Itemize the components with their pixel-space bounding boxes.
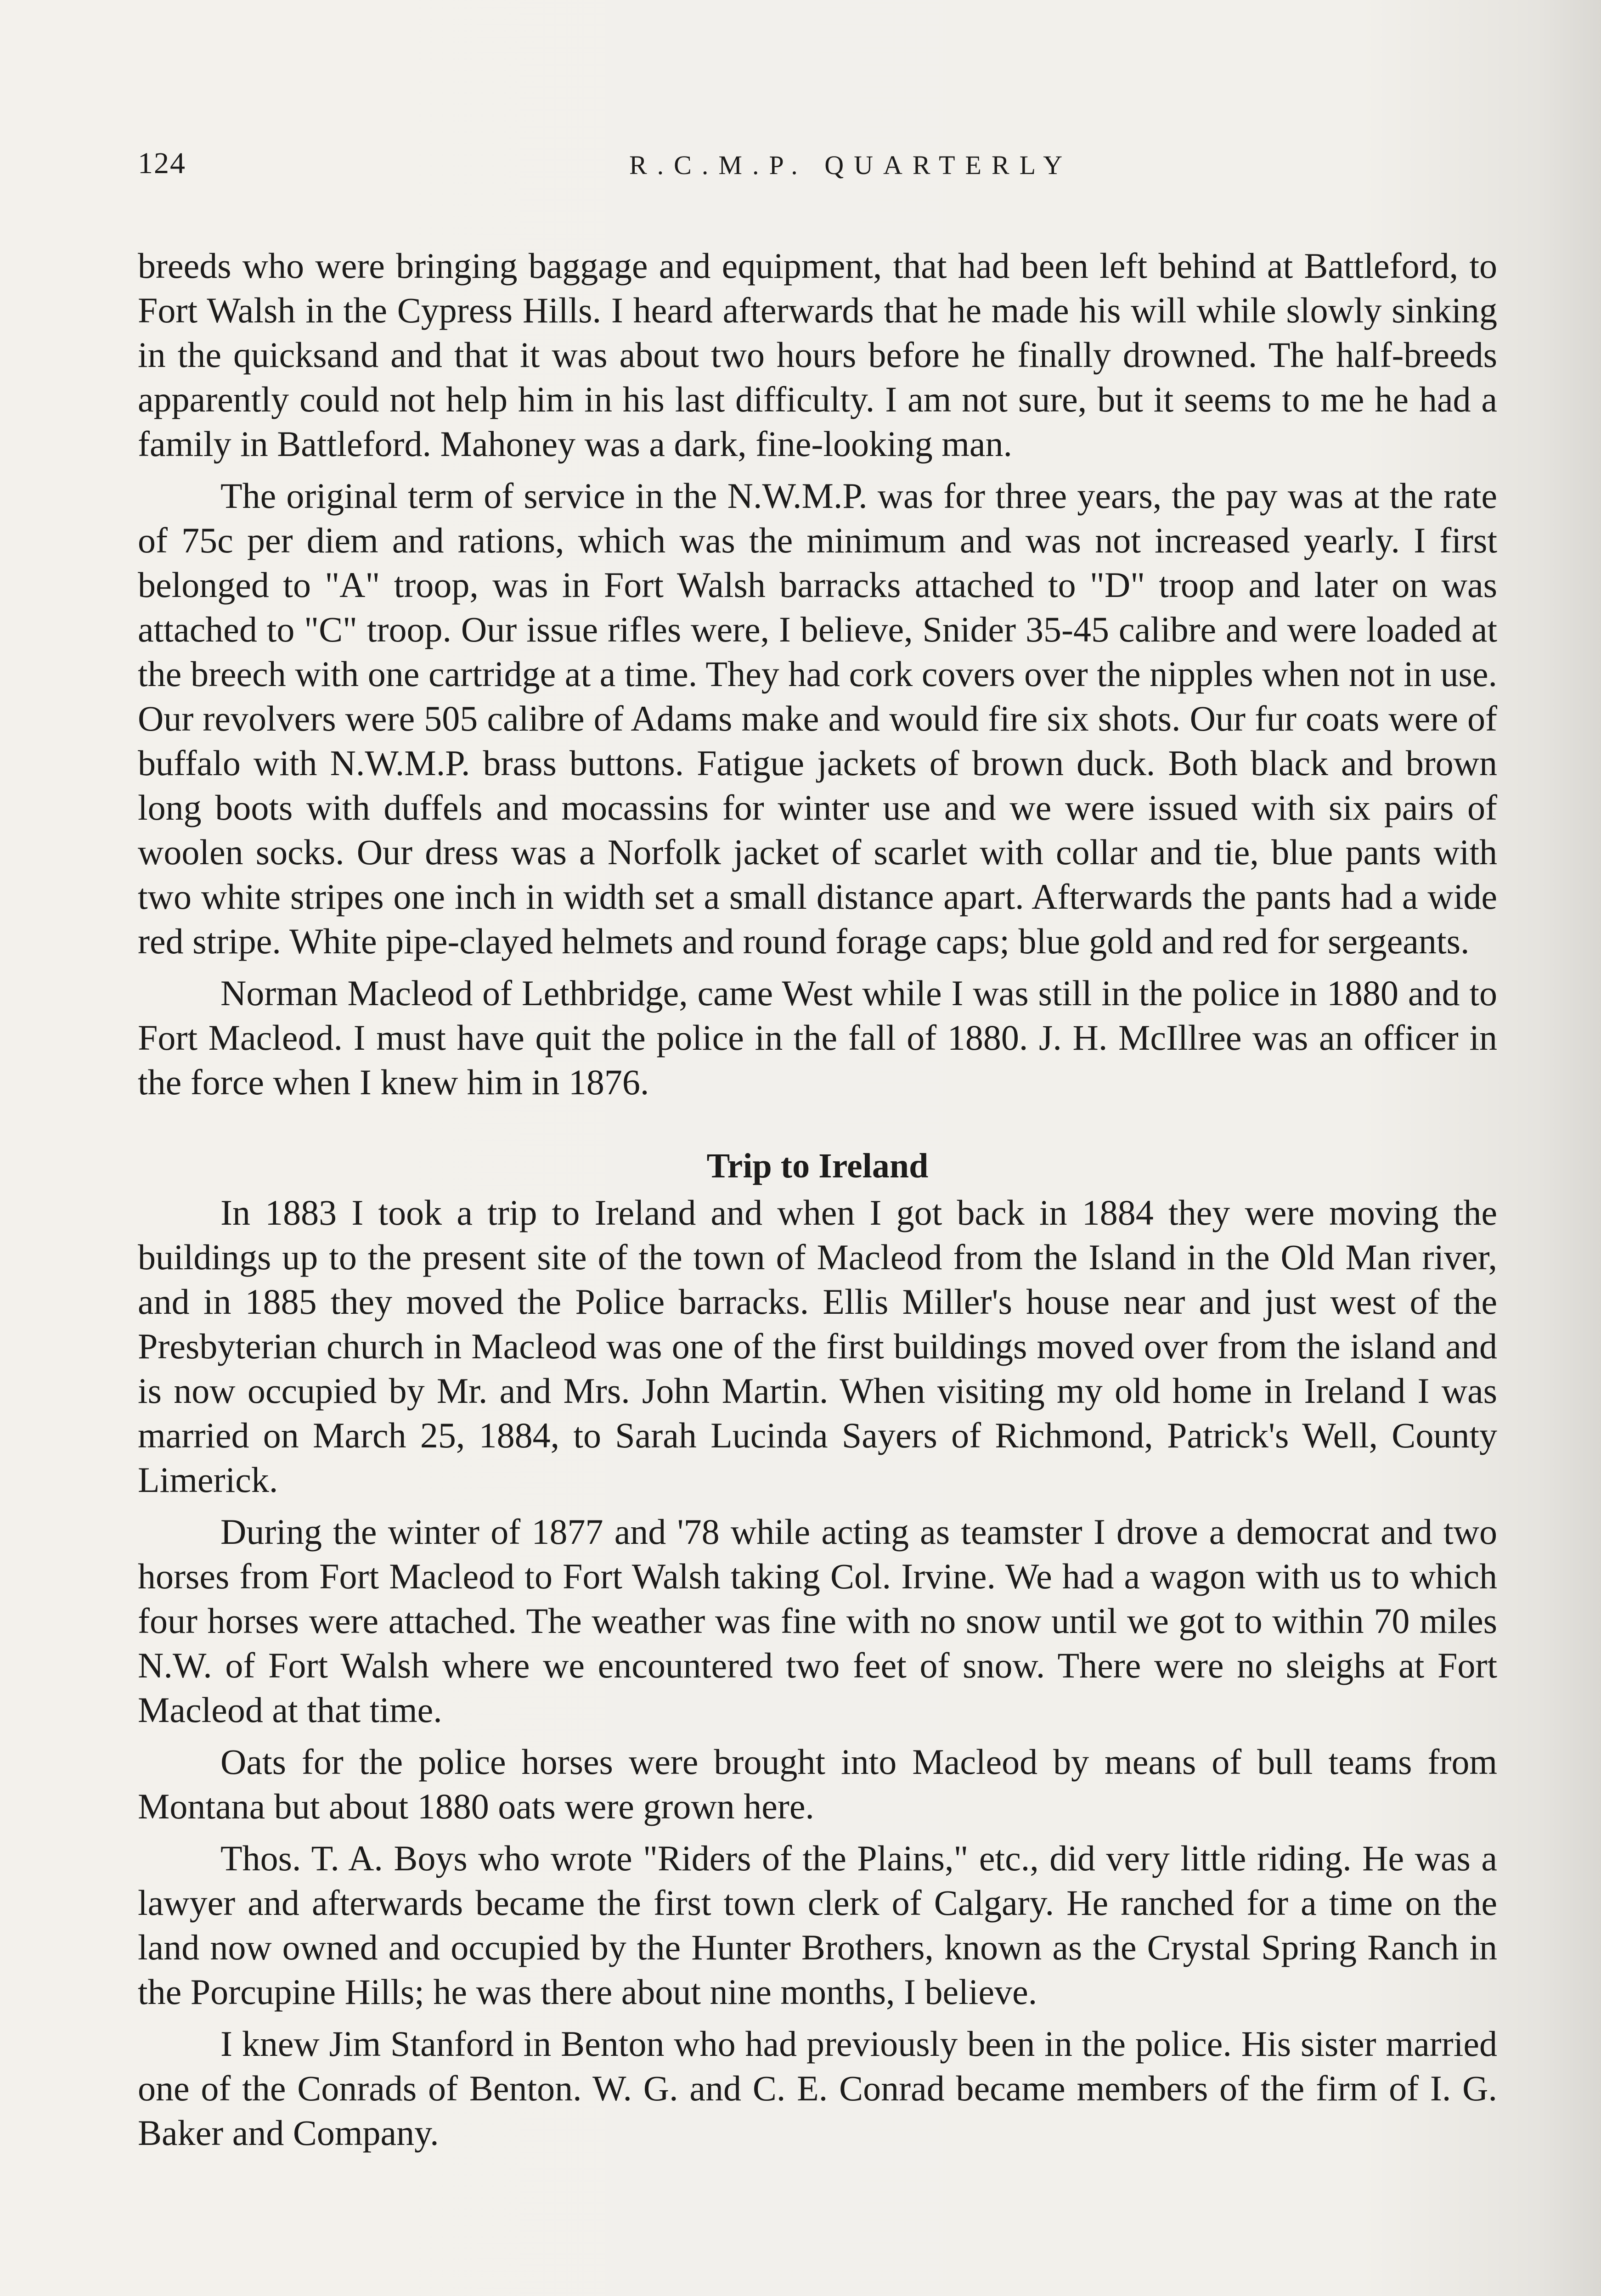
paragraph-continued: breeds who were bringing baggage and equipment, that had been left behind at Battleford, to Fort Walsh in the Cypress Hills. I heard afterwards that he made his will while slowly sinking in the quicksand and that it was about two hours before he finally drowned. The half-breeds apparently could not help him in his last difficulty. I am not sure, but it seems to me he had a family in Battleford. Mahoney was a dark, fine-looking man. xyxy=(138,246,1497,464)
paragraph-norman-macleod: Norman Macleod of Lethbridge, came West while I was still in the police in 1880 and to Fort Macleod. I must have quit the police in the fall of 1880. J. H. McIllree was an officer in the force when I knew him in 1876. xyxy=(138,973,1497,1102)
paragraph-oats: Oats for the police horses were brought into Macleod by means of bull teams from Montana but about 1880 oats were grown here. xyxy=(138,1742,1497,1826)
article-body xyxy=(138,243,1497,2162)
paragraph-service-terms: The original term of service in the N.W.M.P. was for three years, the pay was at the rate of 75c per diem and rations, which was the minimum and was not increased yearly. I first belonged to "A" troop, was in Fort Walsh barracks attached to "D" troop and later on was attached to "C" troop. Our issue rifles were, I believe, Snider 35-45 calibre and were loaded at the breech with one cartridge at a time. They had cork covers over the nipples when not in use. Our revolvers were 505 calibre of Adams make and would fire six shots. Our fur coats were of buffalo with N.W.M.P. brass buttons. Fatigue jackets of brown duck. Both black and brown long boots with duffels and mocassins for winter use and we were issued with six pairs of woolen socks. Our dress was a Norfolk jacket of scarlet with collar and tie, blue pants with two white stripes one inch in width set a small distance apart. Afterwards the pants had a wide red stripe. White pipe-clayed helmets and round forage caps; blue gold and red for sergeants. xyxy=(138,476,1497,961)
paragraph-winter-teamster: During the winter of 1877 and '78 while acting as teamster I drove a democrat and two horses from Fort Macleod to Fort Walsh taking Col. Irvine. We had a wagon with us to which four horses were attached. The weather was fine with no snow until we got to within 70 miles N.W. of Fort Walsh where we encountered two feet of snow. There were no sleighs at Fort Macleod at that time. xyxy=(138,1512,1497,1730)
page-number: 124 xyxy=(138,146,186,180)
paragraph-thos-boys: Thos. T. A. Boys who wrote "Riders of the Plains," etc., did very little riding. He was a lawyer and afterwards became the first town clerk of Calgary. He ranched for a time on the land now owned and occupied by the Hunter Brothers, known as the Crystal Spring Ranch in the Porcupine Hills; he was there about nine months, I believe. xyxy=(138,1838,1497,2012)
paragraph-trip-ireland: In 1883 I took a trip to Ireland and when I got back in 1884 they were moving the buildings up to the present site of the town of Macleod from the Island in the Old Man river, and in 1885 they moved the Police barracks. Ellis Miller's house near and just west of the Presbyterian church in Macleod was one of the first buildings moved over from the island and is now occupied by Mr. and Mrs. John Martin. When visiting my old home in Ireland I was married on March 25, 1884, to Sarah Lucinda Sayers of Richmond, Patrick's Well, County Limerick. xyxy=(138,1193,1497,1500)
section-heading: Trip to Ireland xyxy=(706,1147,929,1185)
paragraph-jim-stanford: I knew Jim Stanford in Benton who had previously been in the police. His sister married one of the Conrads of Benton. W. G. and C. E. Conrad became members of the firm of I. G. Baker and Company. xyxy=(138,2024,1497,2153)
page-header xyxy=(138,146,1516,197)
running-head: R.C.M.P. QUARTERLY xyxy=(629,150,1073,180)
